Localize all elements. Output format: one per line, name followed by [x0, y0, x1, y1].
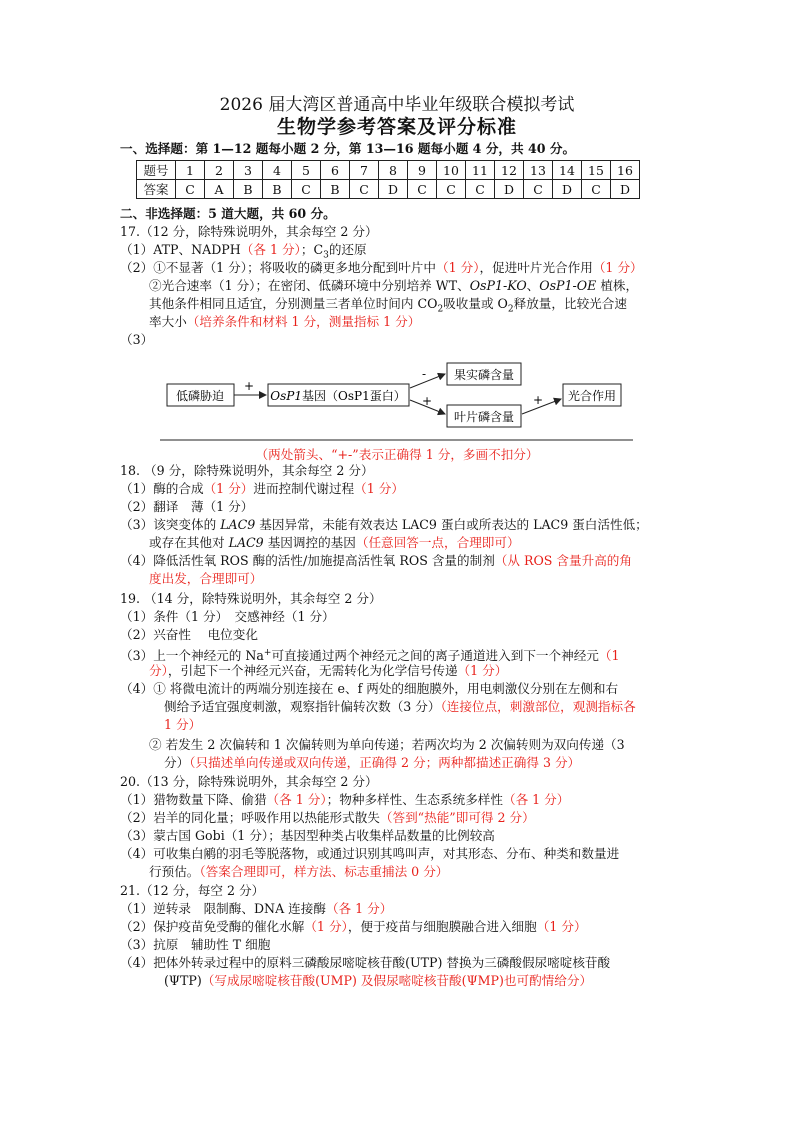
table-cell: C	[524, 180, 553, 199]
q20-line: 行预估。（答案合理即可，样方法、标志重捕法 0 分）	[149, 864, 449, 879]
q18-line: （3）该突变体的 LAC9 基因异常，未能有效表达 LAC9 蛋白或所表达的 LAC9 蛋白活性低；	[120, 517, 648, 532]
table-cell: C	[408, 180, 437, 199]
diagram-sign: +	[532, 393, 544, 407]
table-cell: C	[582, 180, 611, 199]
q21-line: （4）把体外转录过程中的原料三磷酸尿嘧啶核苷酸(UTP) 替换为三磷酸假尿嘧啶核苷酸	[120, 955, 611, 970]
q18-line: 或存在其他对 LAC9 基因调控的基因（任意回答一点，合理即可）	[149, 535, 520, 550]
q17-line: ②光合速率（1 分）；在密闭、低磷环境中分别培养 WT、OsP1-KO、OsP1-OE 植株，	[149, 278, 639, 293]
diagram-sign: +	[421, 394, 433, 408]
table-cell: D	[553, 180, 582, 199]
table-cell: C	[466, 180, 495, 199]
q18-line: （4）降低活性氧 ROS 酶的活性/加施提高活性氧 ROS 含量的制剂（从 ROS 含量升高的角	[120, 553, 632, 568]
diagram-sign: -	[421, 367, 427, 381]
q17-line: （2）①不显著（1 分）；将吸收的磷更多地分配到叶片中（1 分），促进叶片光合作用（1 分）	[120, 260, 643, 275]
table-cell: 1	[176, 161, 205, 180]
q18-line: 度出发，合理即可）	[149, 571, 263, 586]
q19-line: 分）（只描述单向传递或双向传递，正确得 2 分；两种都描述正确得 3 分）	[164, 755, 581, 770]
q21-line: （2）保护疫苗免受酶的催化水解（1 分），便于疫苗与细胞膜融合进入细胞（1 分）	[120, 919, 587, 934]
q19-line: （1）条件（1 分） 交感神经（1 分）	[120, 609, 335, 624]
row-label: 答案	[137, 180, 176, 199]
table-cell: B	[263, 180, 292, 199]
q19-line: 分），引起下一个神经元兴奋，无需转化为化学信号传递（1 分）	[149, 663, 508, 678]
table-cell: 15	[582, 161, 611, 180]
table-cell: 7	[350, 161, 379, 180]
table-cell: 4	[263, 161, 292, 180]
q20-line: （2）岩羊的同化量；呼吸作用以热能形式散失（答到“热能”即可得 2 分）	[120, 810, 535, 825]
q20-heading: 20.（13 分，除特殊说明外，其余每空 2 分）	[120, 774, 378, 789]
table-cell: 6	[321, 161, 350, 180]
q17-line: （1）ATP、NADPH（各 1 分）；$C_3$的还原	[120, 242, 367, 261]
diagram-label: OsP1基因（OsP1蛋白）	[270, 389, 406, 403]
table-cell: C	[350, 180, 379, 199]
q21-line: （1）逆转录 限制酶、DNA 连接酶（各 1 分）	[120, 901, 393, 916]
q18-line: （1）酶的合成（1 分）进而控制代谢过程（1 分）	[120, 481, 404, 496]
table-cell: 12	[495, 161, 524, 180]
table-cell: 11	[466, 161, 495, 180]
q19-line: ② 若发生 2 次偏转和 1 次偏转则为单向传递；若两次均为 2 次偏转则为双向传递（3	[149, 737, 625, 752]
q17-line: 率大小（培养条件和材料 1 分，测量指标 1 分）	[149, 314, 421, 329]
diagram-note: （两处箭头、“+-”表示正确得 1 分，多画不扣分）	[255, 447, 539, 462]
table-cell: 8	[379, 161, 408, 180]
diagram-sign: +	[243, 379, 255, 393]
q19-heading: 19. （14 分，除特殊说明外，其余每空 2 分）	[120, 591, 382, 606]
q19-line: 侧给予适宜强度刺激，观察指针偏转次数（3 分）（连接位点，刺激部位，观测指标各	[164, 699, 636, 714]
q17-heading: 17.（12 分，除特殊说明外，其余每空 2 分）	[120, 224, 378, 239]
row-label: 题号	[137, 161, 176, 180]
diagram-label: 光合作用	[567, 389, 617, 403]
table-cell: C	[176, 180, 205, 199]
table-cell: D	[379, 180, 408, 199]
table-cell: C	[292, 180, 321, 199]
table-cell: C	[437, 180, 466, 199]
table-cell: 10	[437, 161, 466, 180]
diagram-label: 低磷胁迫	[175, 389, 225, 403]
q20-line: （1）猎物数量下降、偷猎（各 1 分）；物种多样性、生态系统多样性（各 1 分）	[120, 792, 570, 807]
diagram-arrow	[410, 374, 445, 388]
section2-heading: 二、非选择题：5 道大题，共 60 分。	[120, 206, 336, 221]
regulation-diagram	[0, 0, 794, 460]
q19-line: （3）上一个神经元的 Na+可直接通过两个神经元之间的离子通道进入到下一个神经元（1	[120, 648, 620, 664]
table-cell: B	[234, 180, 263, 199]
table-cell: 16	[611, 161, 640, 180]
table-cell: A	[205, 180, 234, 199]
table-cell: 2	[205, 161, 234, 180]
q18-line: （2）翻译 薄（1 分）	[120, 499, 254, 514]
table-cell: D	[495, 180, 524, 199]
q21-line: (ΨTP)（写成尿嘧啶核苷酸(UMP) 及假尿嘧啶核苷酸(ΨMP)也可酌情给分）	[164, 973, 593, 988]
table-cell: 13	[524, 161, 553, 180]
table-cell: 3	[234, 161, 263, 180]
q21-heading: 21.（12 分，每空 2 分）	[120, 883, 265, 898]
diagram-label: 叶片磷含量	[453, 410, 515, 424]
diagram-label: 果实磷含量	[453, 368, 515, 382]
exam-title: 2026 届大湾区普通高中毕业年级联合模拟考试	[219, 95, 575, 115]
q20-line: （3）蒙古国 Gobi（1 分）；基因型种类占收集样品数量的比例较高	[120, 828, 495, 843]
table-cell: 14	[553, 161, 582, 180]
q19-line: （4）① 将微电流计的两端分别连接在 e、f 两处的细胞膜外，用电刺激仪分别在左侧和右	[120, 681, 619, 696]
q19-line: （2）兴奋性 电位变化	[120, 627, 258, 642]
q18-heading: 18. （9 分，除特殊说明外，其余每空 2 分）	[120, 463, 374, 478]
table-cell: 9	[408, 161, 437, 180]
table-cell: D	[611, 180, 640, 199]
document-subtitle: 生物学参考答案及评分标准	[276, 116, 517, 138]
table-cell: B	[321, 180, 350, 199]
section1-heading: 一、选择题：第 1—12 题每小题 2 分，第 13—16 题每小题 4 分，共 40 分。	[120, 141, 576, 156]
q21-line: （3）抗原 辅助性 T 细胞	[120, 937, 271, 952]
table-cell: 5	[292, 161, 321, 180]
q17-line: 其他条件相同且适宜，分别测量三者单位时间内 $CO_2$吸收量或 $O_2$释放量，比较光合速	[149, 296, 627, 315]
q20-line: （4）可收集白鹇的羽毛等脱落物，或通过识别其鸣叫声，对其形态、分布、种类和数量进	[120, 846, 620, 861]
q17-line: （3）	[120, 332, 154, 347]
q19-line: 1 分）	[164, 717, 202, 732]
